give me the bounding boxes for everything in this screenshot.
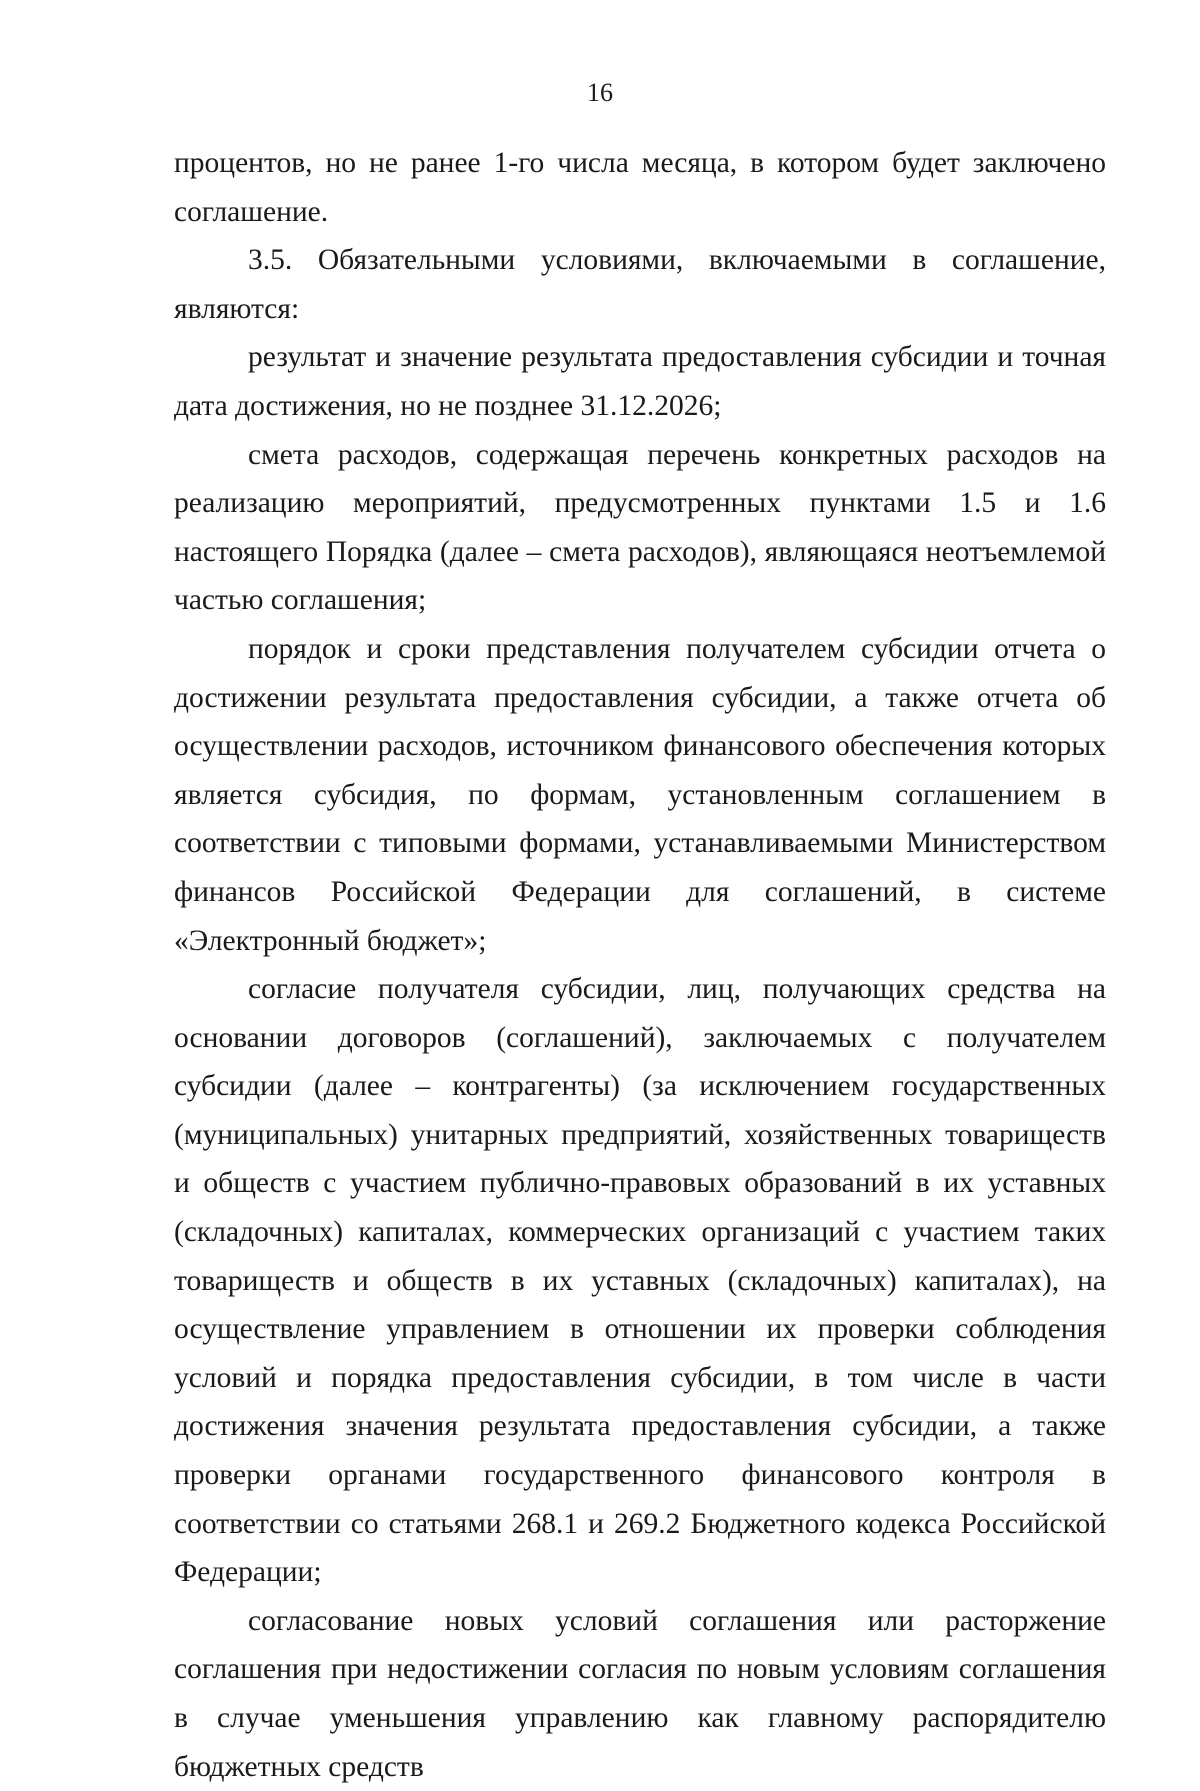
paragraph-reporting-procedure: порядок и сроки представления получателем субсидии отчета о достижении результата предоставления субсидии, а также отчета об осуществлении расходов, источником финансового обеспечения которых является субсидия, по формам, установленным соглашением в соответствии с типовыми формами, устанавливаемыми Министерством финансов Российской Федерации для соглашений, в системе «Электронный бюджет»; xyxy=(174,632,1106,957)
paragraph-continuation: процентов, но не ранее 1-го числа месяца, в котором будет заключено соглашение. xyxy=(174,147,1106,228)
paragraph-clause-3-5: 3.5. Обязательными условиями, включаемыми в соглашение, являются: xyxy=(174,244,1106,325)
document-body xyxy=(174,139,1106,1791)
paragraph-result-value: результат и значение результата предоставления субсидии и точная дата достижения, но не позднее 31.12.2026; xyxy=(174,341,1106,422)
paragraph-new-conditions: согласование новых условий соглашения или расторжение соглашения при недостижении согласия по новым условиям соглашения в случае уменьшения управлению как главному распорядителю бюджетных средств xyxy=(174,1604,1106,1783)
paragraph-recipient-consent: согласие получателя субсидии, лиц, получающих средства на основании договоров (соглашений), заключаемых с получателем субсидии (далее – контрагенты) (за исключением государственных (муниципальных) унитарных предприятий, хозяйственных товариществ и обществ с участием публично-правовых образований в их уставных (складочных) капиталах, коммерческих организаций с участием таких товариществ и обществ в их уставных (складочных) капиталах), на осуществление управлением в отношении их проверки соблюдения условий и порядка предоставления субсидии, в том числе в части достижения значения результата предоставления субсидии, а также проверки органами государственного финансового контроля в соответствии со статьями 268.1 и 269.2 Бюджетного кодекса Российской Федерации; xyxy=(174,973,1106,1589)
page-number: 16 xyxy=(587,78,613,107)
paragraph-cost-estimate: смета расходов, содержащая перечень конкретных расходов на реализацию мероприятий, предусмотренных пунктами 1.5 и 1.6 настоящего Порядка (далее – смета расходов), являющаяся неотъемлемой частью соглашения; xyxy=(174,438,1106,617)
